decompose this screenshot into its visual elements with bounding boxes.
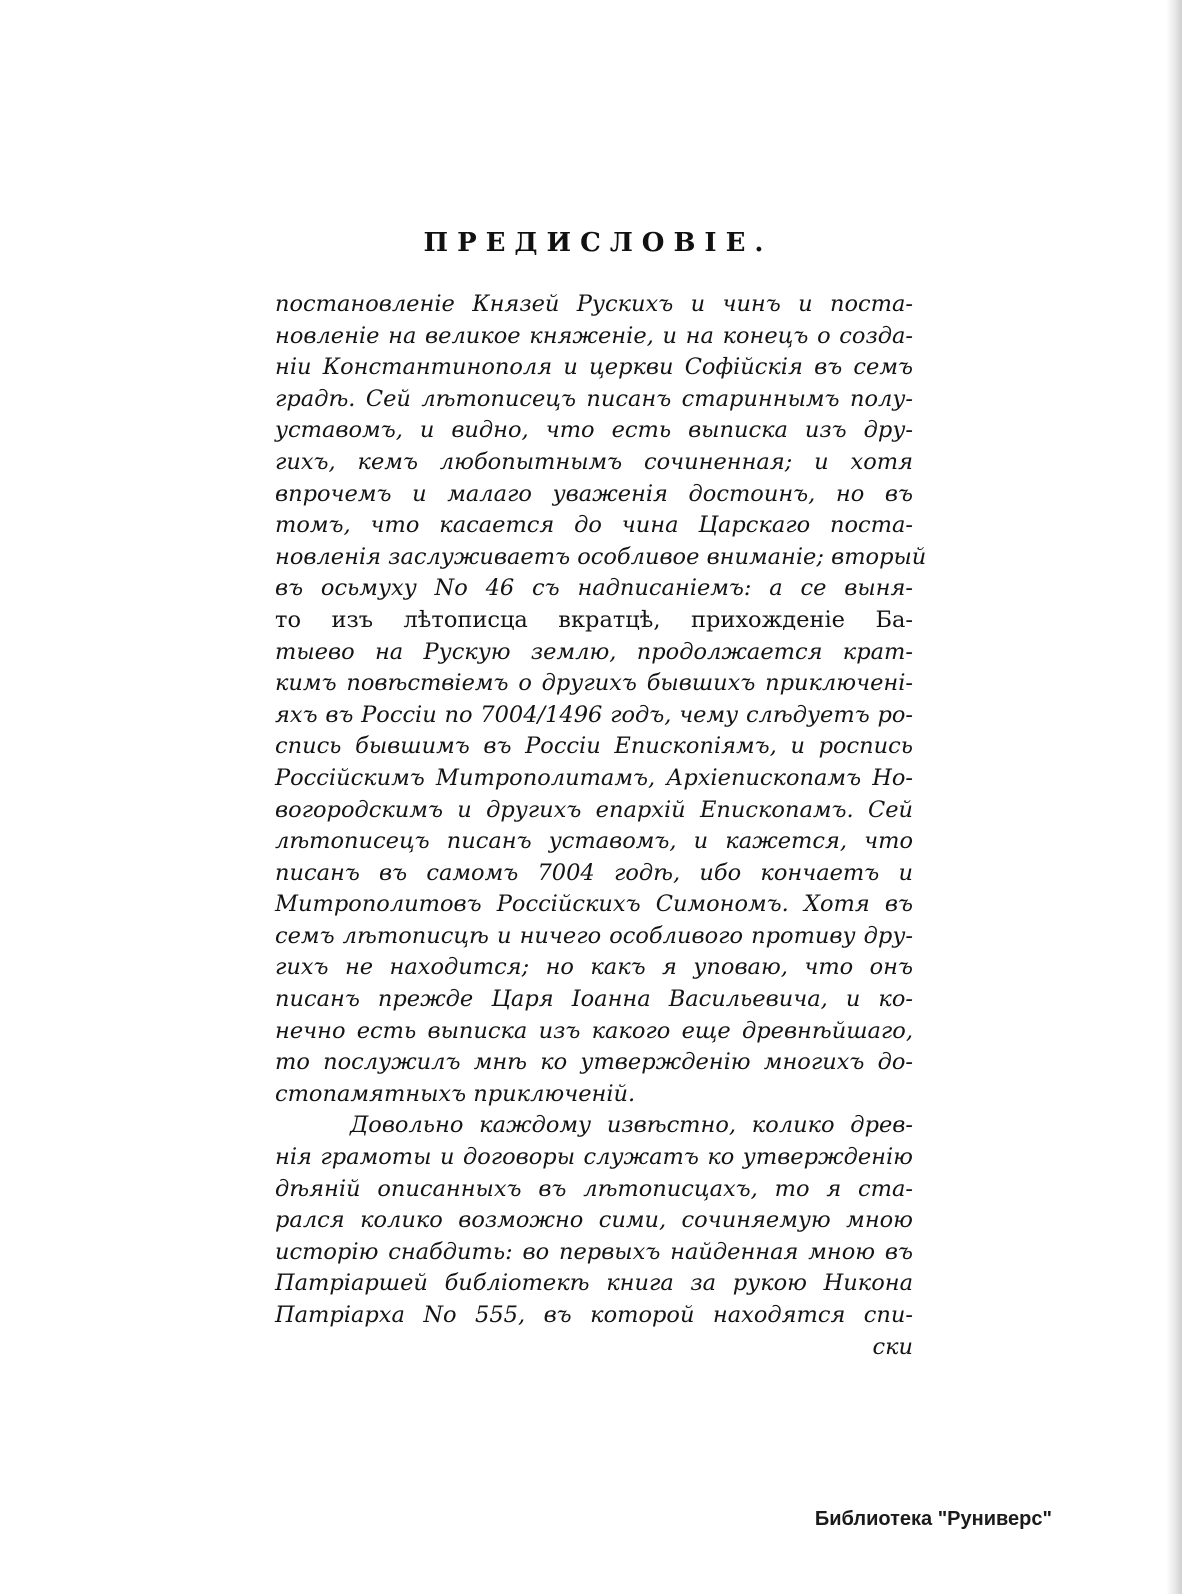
text-line: исторію снабдить: во первыхъ найденная мною въ [275, 1238, 913, 1265]
text-line: гихъ, кемъ любопытнымъ сочиненная; и хотя [275, 448, 913, 475]
text-line: Патріарха No 555, въ которой находятся спи- [275, 1302, 913, 1328]
text-line: то послужилъ мнѣ ко утвержденію многихъ до- [275, 1049, 913, 1076]
text-line: новленія заслуживаетъ особливое вниманіе; вторый [275, 543, 927, 570]
page-heading: ПРЕДИСЛОВІЕ. [423, 228, 773, 258]
text-line: постановленіе Князей Рускихъ и чинъ и поста- [275, 291, 913, 317]
text-line: впрочемъ и малаго уваженія достоинъ, но въ [275, 480, 913, 507]
text-line: лѣтописецъ писанъ уставомъ, и кажется, что [275, 828, 913, 855]
body-text [275, 289, 927, 1363]
text-line: Довольно каждому извѣстно, колико древ- [350, 1112, 913, 1139]
text-line: гихъ не находится; но какъ я уповаю, что онъ [275, 954, 913, 981]
text-line: яхъ въ Россіи по 7004/1496 годъ, чему слѣдуетъ ро- [275, 701, 913, 728]
text-line: ніи Константинополя и церкви Софійскія въ семъ [275, 354, 913, 381]
text-line: Россійскимъ Митрополитамъ, Архіепископамъ Но- [275, 764, 913, 791]
text-line: въ осьмуху No 46 съ надписаніемъ: а се выня- [275, 575, 913, 602]
text-line: нія грамоты и договоры служатъ ко утвержденію [275, 1144, 913, 1171]
text-line: градѣ. Сей лѣтописецъ писанъ стариннымъ полу- [275, 385, 913, 412]
text-line: спись бывшимъ въ Россіи Епископіямъ, и роспись [275, 733, 913, 760]
text-line: тыево на Рускую землю, продолжается крат- [275, 638, 913, 665]
text-line: уставомъ, и видно, что есть выписка изъ дру- [275, 417, 913, 444]
text-line: писанъ въ самомъ 7004 годѣ, ибо кончаетъ и [275, 859, 913, 886]
text-line: Патріаршей библіотекѣ книга за рукою Никона [275, 1270, 913, 1297]
text-line: томъ, что касается до чина Царскаго поста- [275, 512, 913, 539]
text-line: семъ лѣтописцѣ и ничего особливого противу дру- [275, 922, 913, 949]
text-line: новленіе на великое княженіе, и на конецъ о созда- [275, 322, 913, 349]
text-line: Митрополитовъ Россійскихъ Симономъ. Хотя въ [275, 891, 913, 918]
text-line: то изъ лѣтописца вкратцѣ, прихожденіе Ба- [275, 606, 913, 633]
text-line: рался колико возможно сими, сочиняемую мною [275, 1207, 913, 1234]
text-line: стопамятныхъ приключеній. [275, 1080, 636, 1107]
text-line: вогородскимъ и другихъ епархій Епископамъ. Сей [275, 796, 913, 823]
text-line: нечно есть выписка изъ какого еще древнѣйшаго, [275, 1017, 913, 1044]
text-line: писанъ прежде Царя Іоанна Васильевича, и ко- [275, 986, 913, 1013]
text-line: дѣяній описанныхъ въ лѣтописцахъ, то я ста- [275, 1175, 913, 1202]
catchword: ски [872, 1333, 913, 1360]
library-watermark: Библиотека "Руниверс" [814, 1508, 1052, 1530]
text-line: кимъ повѣствіемъ о другихъ бывшихъ приключені- [275, 670, 913, 697]
